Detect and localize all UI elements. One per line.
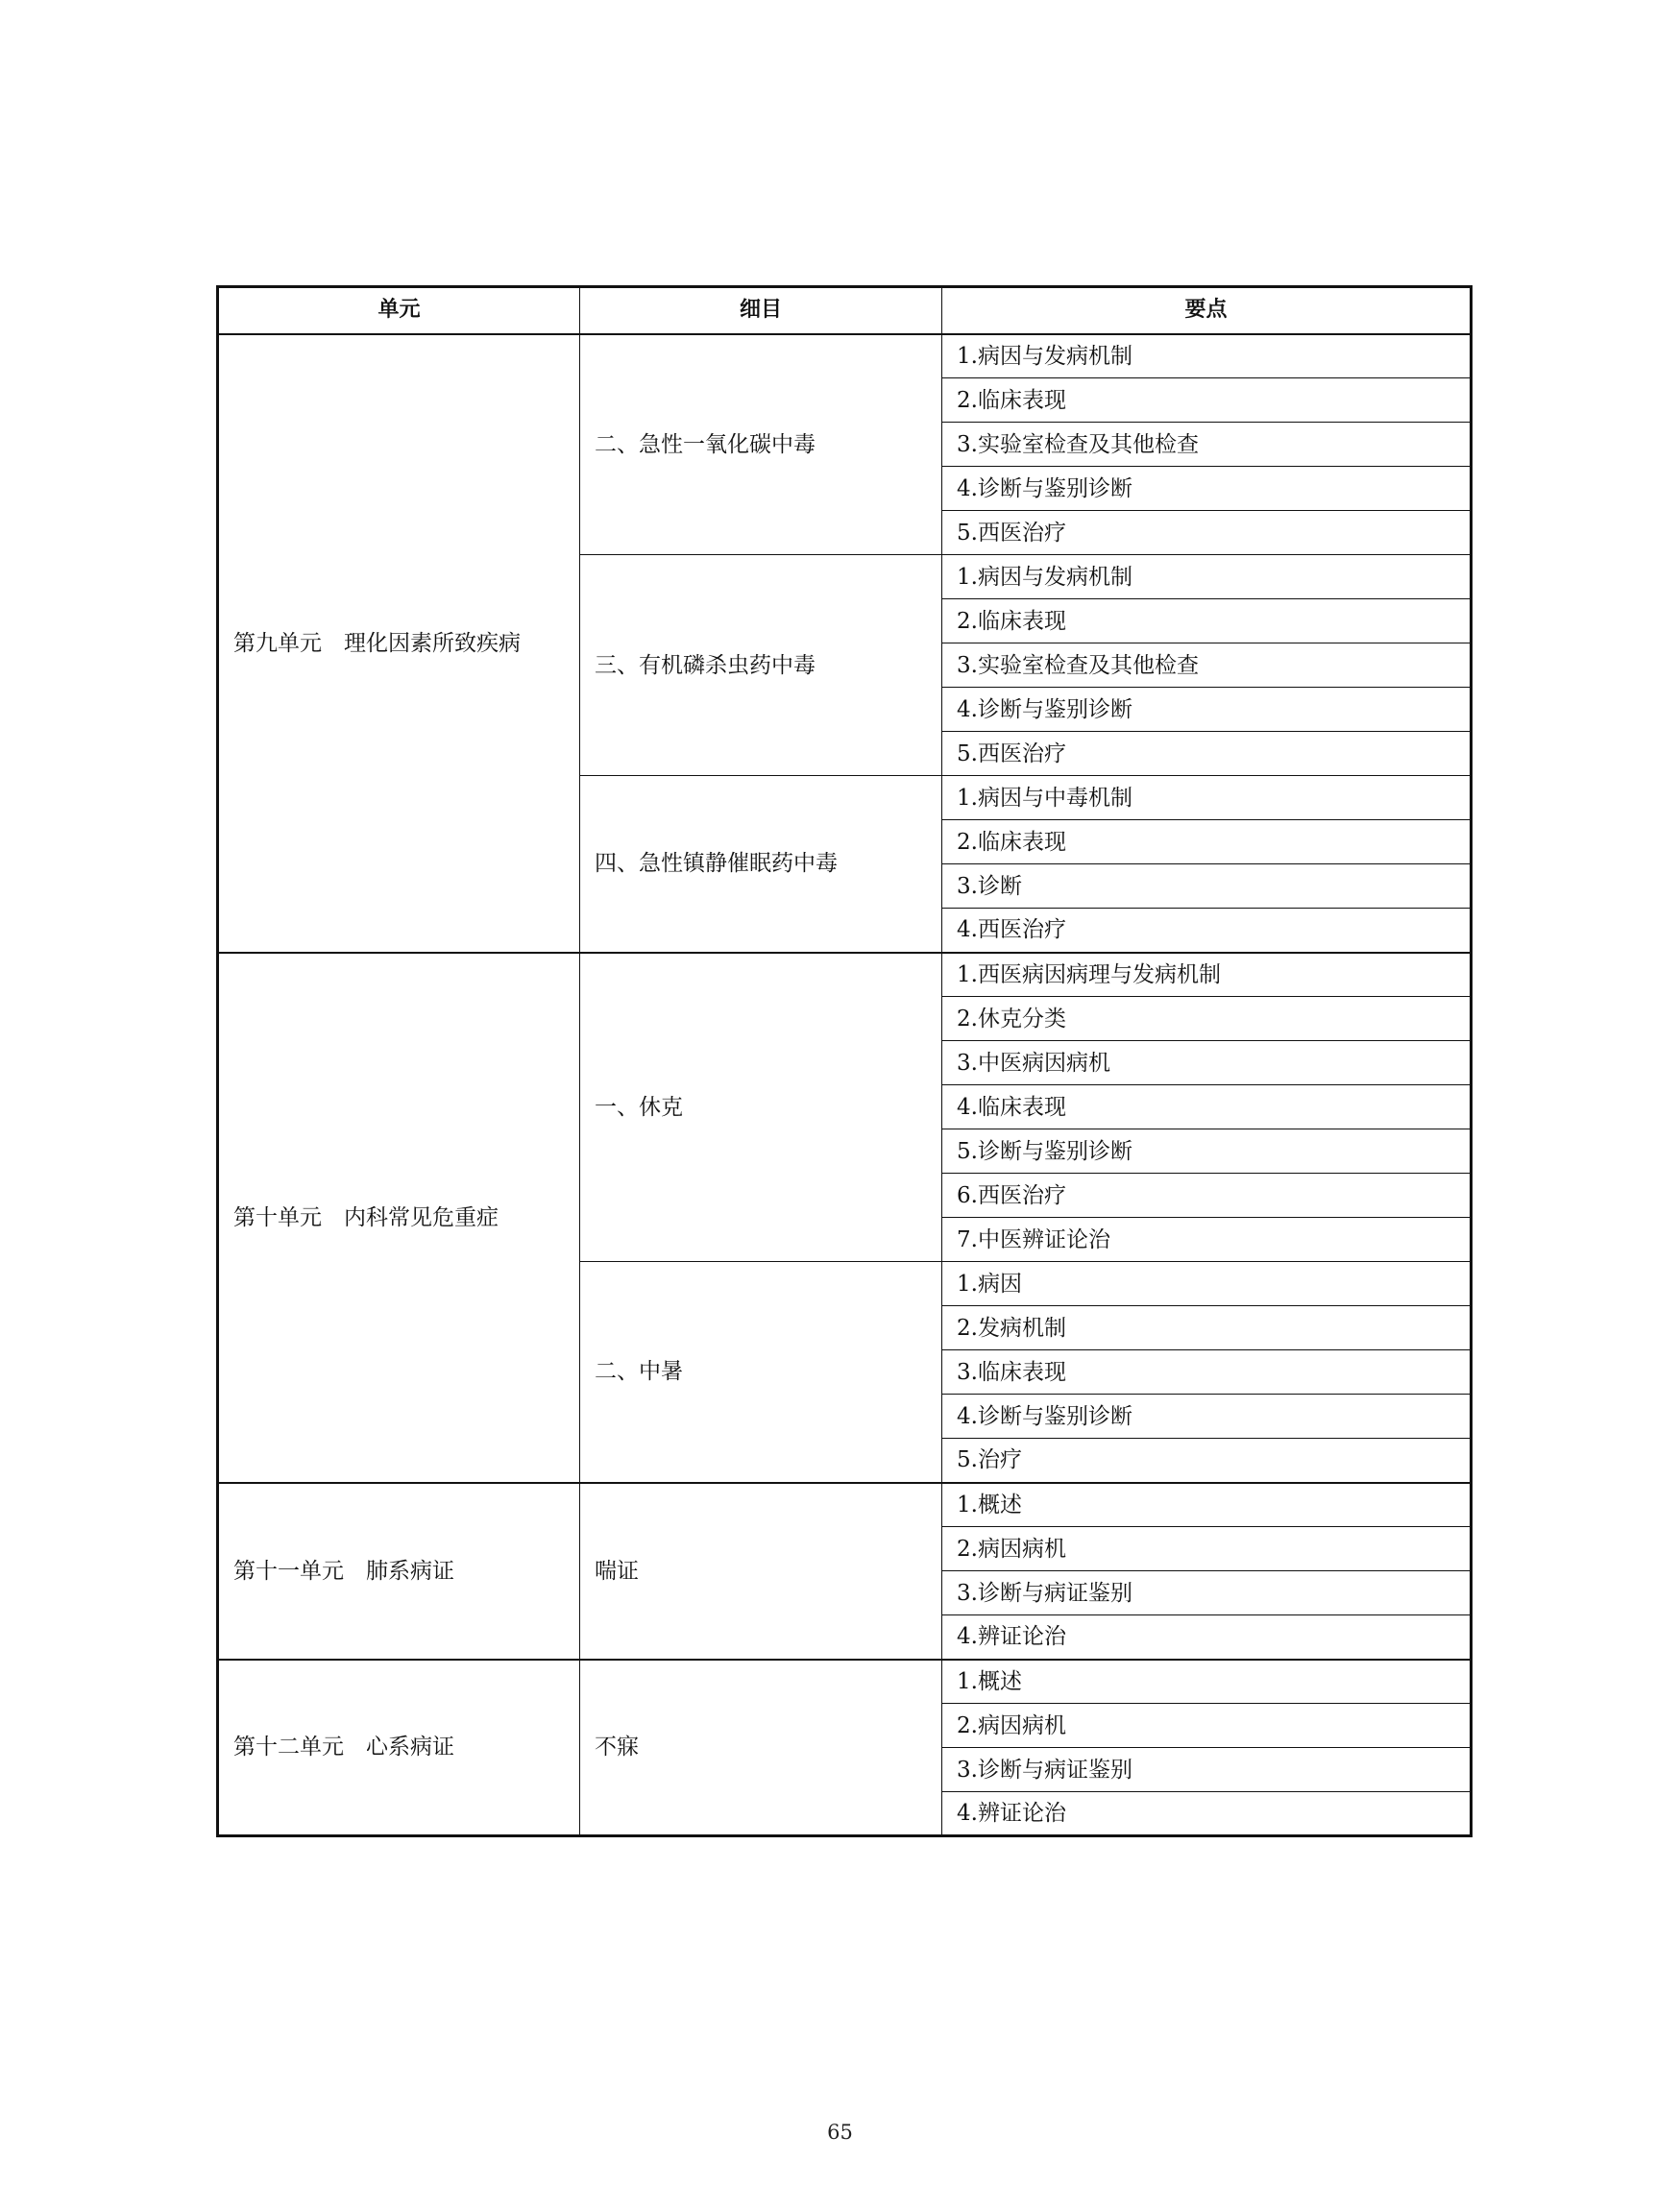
point-cell: 1.概述 xyxy=(942,1483,1472,1527)
point-cell: 2.临床表现 xyxy=(942,378,1472,423)
point-cell: 1.病因与发病机制 xyxy=(942,555,1472,599)
point-cell: 4.辨证论治 xyxy=(942,1792,1472,1836)
point-cell: 4.西医治疗 xyxy=(942,909,1472,953)
header-item: 细目 xyxy=(580,287,942,334)
point-cell: 2.病因病机 xyxy=(942,1704,1472,1748)
table-row xyxy=(218,1660,1472,1704)
point-cell: 3.诊断与病证鉴别 xyxy=(942,1571,1472,1615)
item-cell: 三、有机磷杀虫药中毒 xyxy=(580,555,942,776)
point-cell: 5.诊断与鉴别诊断 xyxy=(942,1129,1472,1174)
point-cell: 4.辨证论治 xyxy=(942,1615,1472,1660)
point-cell: 3.实验室检查及其他检查 xyxy=(942,643,1472,688)
point-cell: 4.诊断与鉴别诊断 xyxy=(942,688,1472,732)
item-cell: 二、急性一氧化碳中毒 xyxy=(580,334,942,555)
item-cell: 四、急性镇静催眠药中毒 xyxy=(580,776,942,953)
syllabus-table-container xyxy=(216,285,1470,1837)
table-row xyxy=(218,1483,1472,1527)
unit-cell: 第九单元 理化因素所致疾病 xyxy=(218,334,580,953)
table-body xyxy=(218,334,1472,1836)
point-cell: 2.病因病机 xyxy=(942,1527,1472,1571)
header-unit: 单元 xyxy=(218,287,580,334)
point-cell: 3.诊断与病证鉴别 xyxy=(942,1748,1472,1792)
table-row xyxy=(218,953,1472,997)
point-cell: 4.临床表现 xyxy=(942,1085,1472,1129)
unit-cell: 第十二单元 心系病证 xyxy=(218,1660,580,1836)
item-cell: 一、休克 xyxy=(580,953,942,1262)
item-cell: 不寐 xyxy=(580,1660,942,1836)
point-cell: 3.临床表现 xyxy=(942,1350,1472,1395)
item-cell: 二、中暑 xyxy=(580,1262,942,1483)
header-points: 要点 xyxy=(942,287,1472,334)
point-cell: 2.临床表现 xyxy=(942,599,1472,643)
unit-cell: 第十一单元 肺系病证 xyxy=(218,1483,580,1660)
syllabus-table xyxy=(216,285,1473,1837)
point-cell: 6.西医治疗 xyxy=(942,1174,1472,1218)
page-number: 65 xyxy=(827,2121,853,2144)
point-cell: 7.中医辨证论治 xyxy=(942,1218,1472,1262)
point-cell: 4.诊断与鉴别诊断 xyxy=(942,1395,1472,1439)
point-cell: 2.发病机制 xyxy=(942,1306,1472,1350)
point-cell: 1.病因与发病机制 xyxy=(942,334,1472,378)
point-cell: 3.实验室检查及其他检查 xyxy=(942,423,1472,467)
unit-cell: 第十单元 内科常见危重症 xyxy=(218,953,580,1483)
point-cell: 1.病因与中毒机制 xyxy=(942,776,1472,820)
point-cell: 2.临床表现 xyxy=(942,820,1472,864)
point-cell: 5.治疗 xyxy=(942,1439,1472,1483)
point-cell: 3.诊断 xyxy=(942,864,1472,909)
point-cell: 2.休克分类 xyxy=(942,997,1472,1041)
table-header-row xyxy=(218,287,1472,334)
table-row xyxy=(218,334,1472,378)
point-cell: 5.西医治疗 xyxy=(942,511,1472,555)
point-cell: 3.中医病因病机 xyxy=(942,1041,1472,1085)
point-cell: 4.诊断与鉴别诊断 xyxy=(942,467,1472,511)
point-cell: 5.西医治疗 xyxy=(942,732,1472,776)
point-cell: 1.西医病因病理与发病机制 xyxy=(942,953,1472,997)
point-cell: 1.概述 xyxy=(942,1660,1472,1704)
item-cell: 喘证 xyxy=(580,1483,942,1660)
point-cell: 1.病因 xyxy=(942,1262,1472,1306)
